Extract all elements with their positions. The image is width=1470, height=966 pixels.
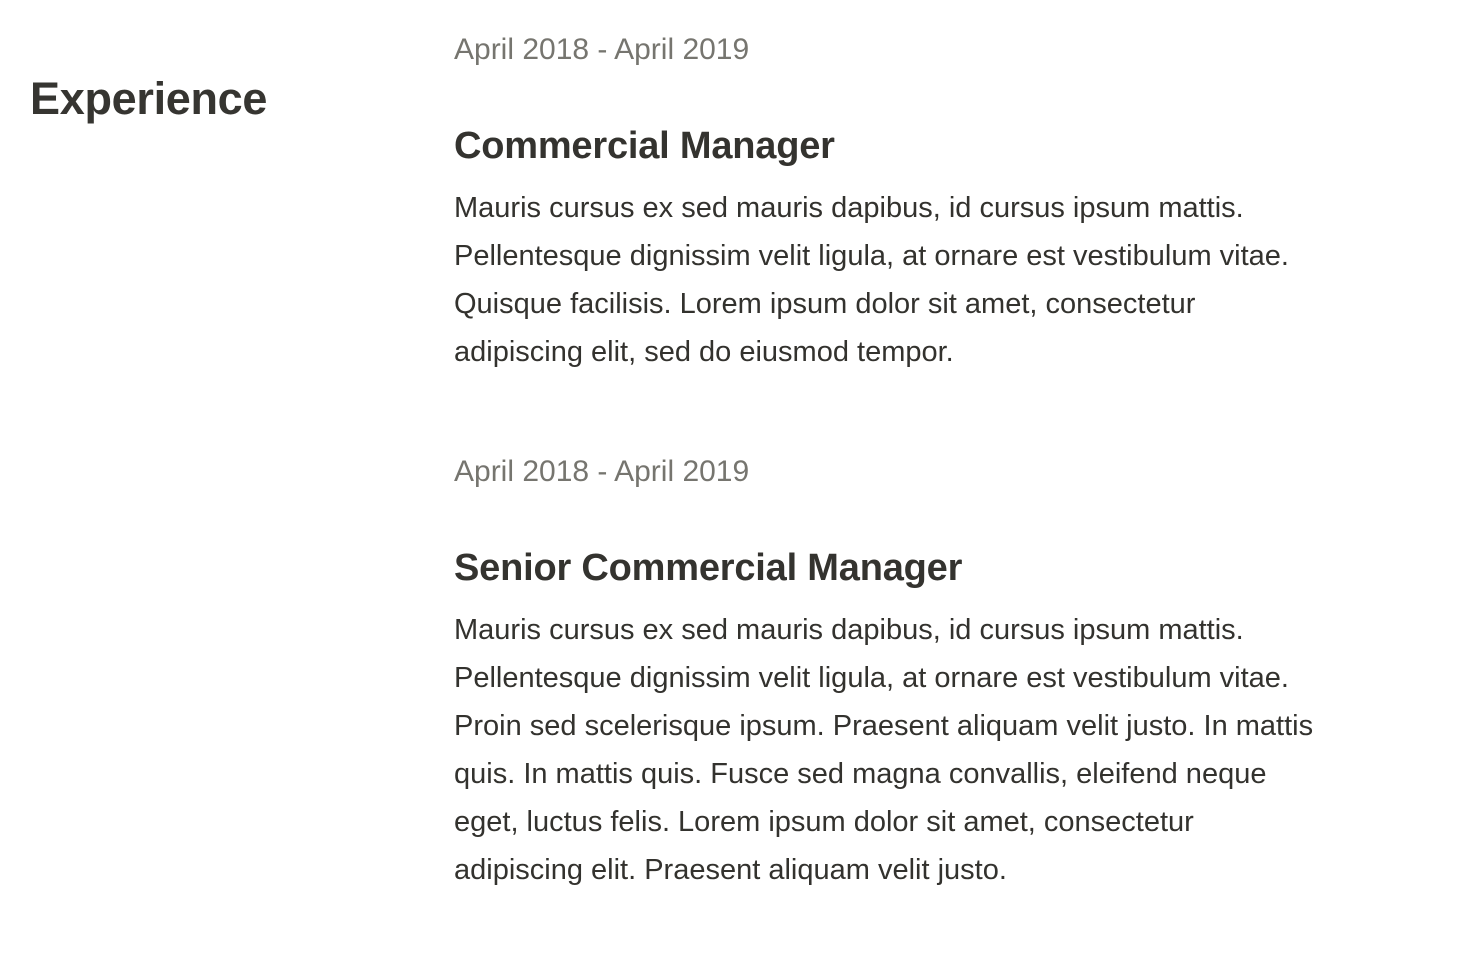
description-line: adipiscing elit, sed do eiusmod tempor. <box>454 336 954 368</box>
description-line: Mauris cursus ex sed mauris dapibus, id cursus ipsum mattis. <box>454 614 1244 646</box>
entry-date: April 2018 - April 2019 <box>454 33 750 66</box>
experience-entry <box>454 26 1454 376</box>
description-line: Proin sed scelerisque ipsum. Praesent aliquam velit justo. In mattis <box>454 710 1314 742</box>
description-line: adipiscing elit. Praesent aliquam velit justo. <box>454 854 1007 886</box>
section-title: Experience <box>30 73 268 124</box>
description-line: Pellentesque dignissim velit ligula, at ornare est vestibulum vitae. <box>454 240 1289 272</box>
description-line: quis. In mattis quis. Fusce sed magna convallis, eleifend neque <box>454 758 1267 790</box>
entry-role: Commercial Manager <box>454 125 835 167</box>
entry-description <box>454 184 1434 376</box>
description-line: Mauris cursus ex sed mauris dapibus, id cursus ipsum mattis. <box>454 192 1244 224</box>
experience-list <box>454 26 1454 966</box>
entry-date: April 2018 - April 2019 <box>454 455 750 488</box>
experience-entry <box>454 448 1454 894</box>
description-line: eget, luctus felis. Lorem ipsum dolor sit amet, consectetur <box>454 806 1194 838</box>
description-line: Pellentesque dignissim velit ligula, at ornare est vestibulum vitae. <box>454 662 1289 694</box>
entry-role: Senior Commercial Manager <box>454 547 963 589</box>
entry-description <box>454 606 1434 894</box>
description-line: Quisque facilisis. Lorem ipsum dolor sit amet, consectetur <box>454 288 1196 320</box>
